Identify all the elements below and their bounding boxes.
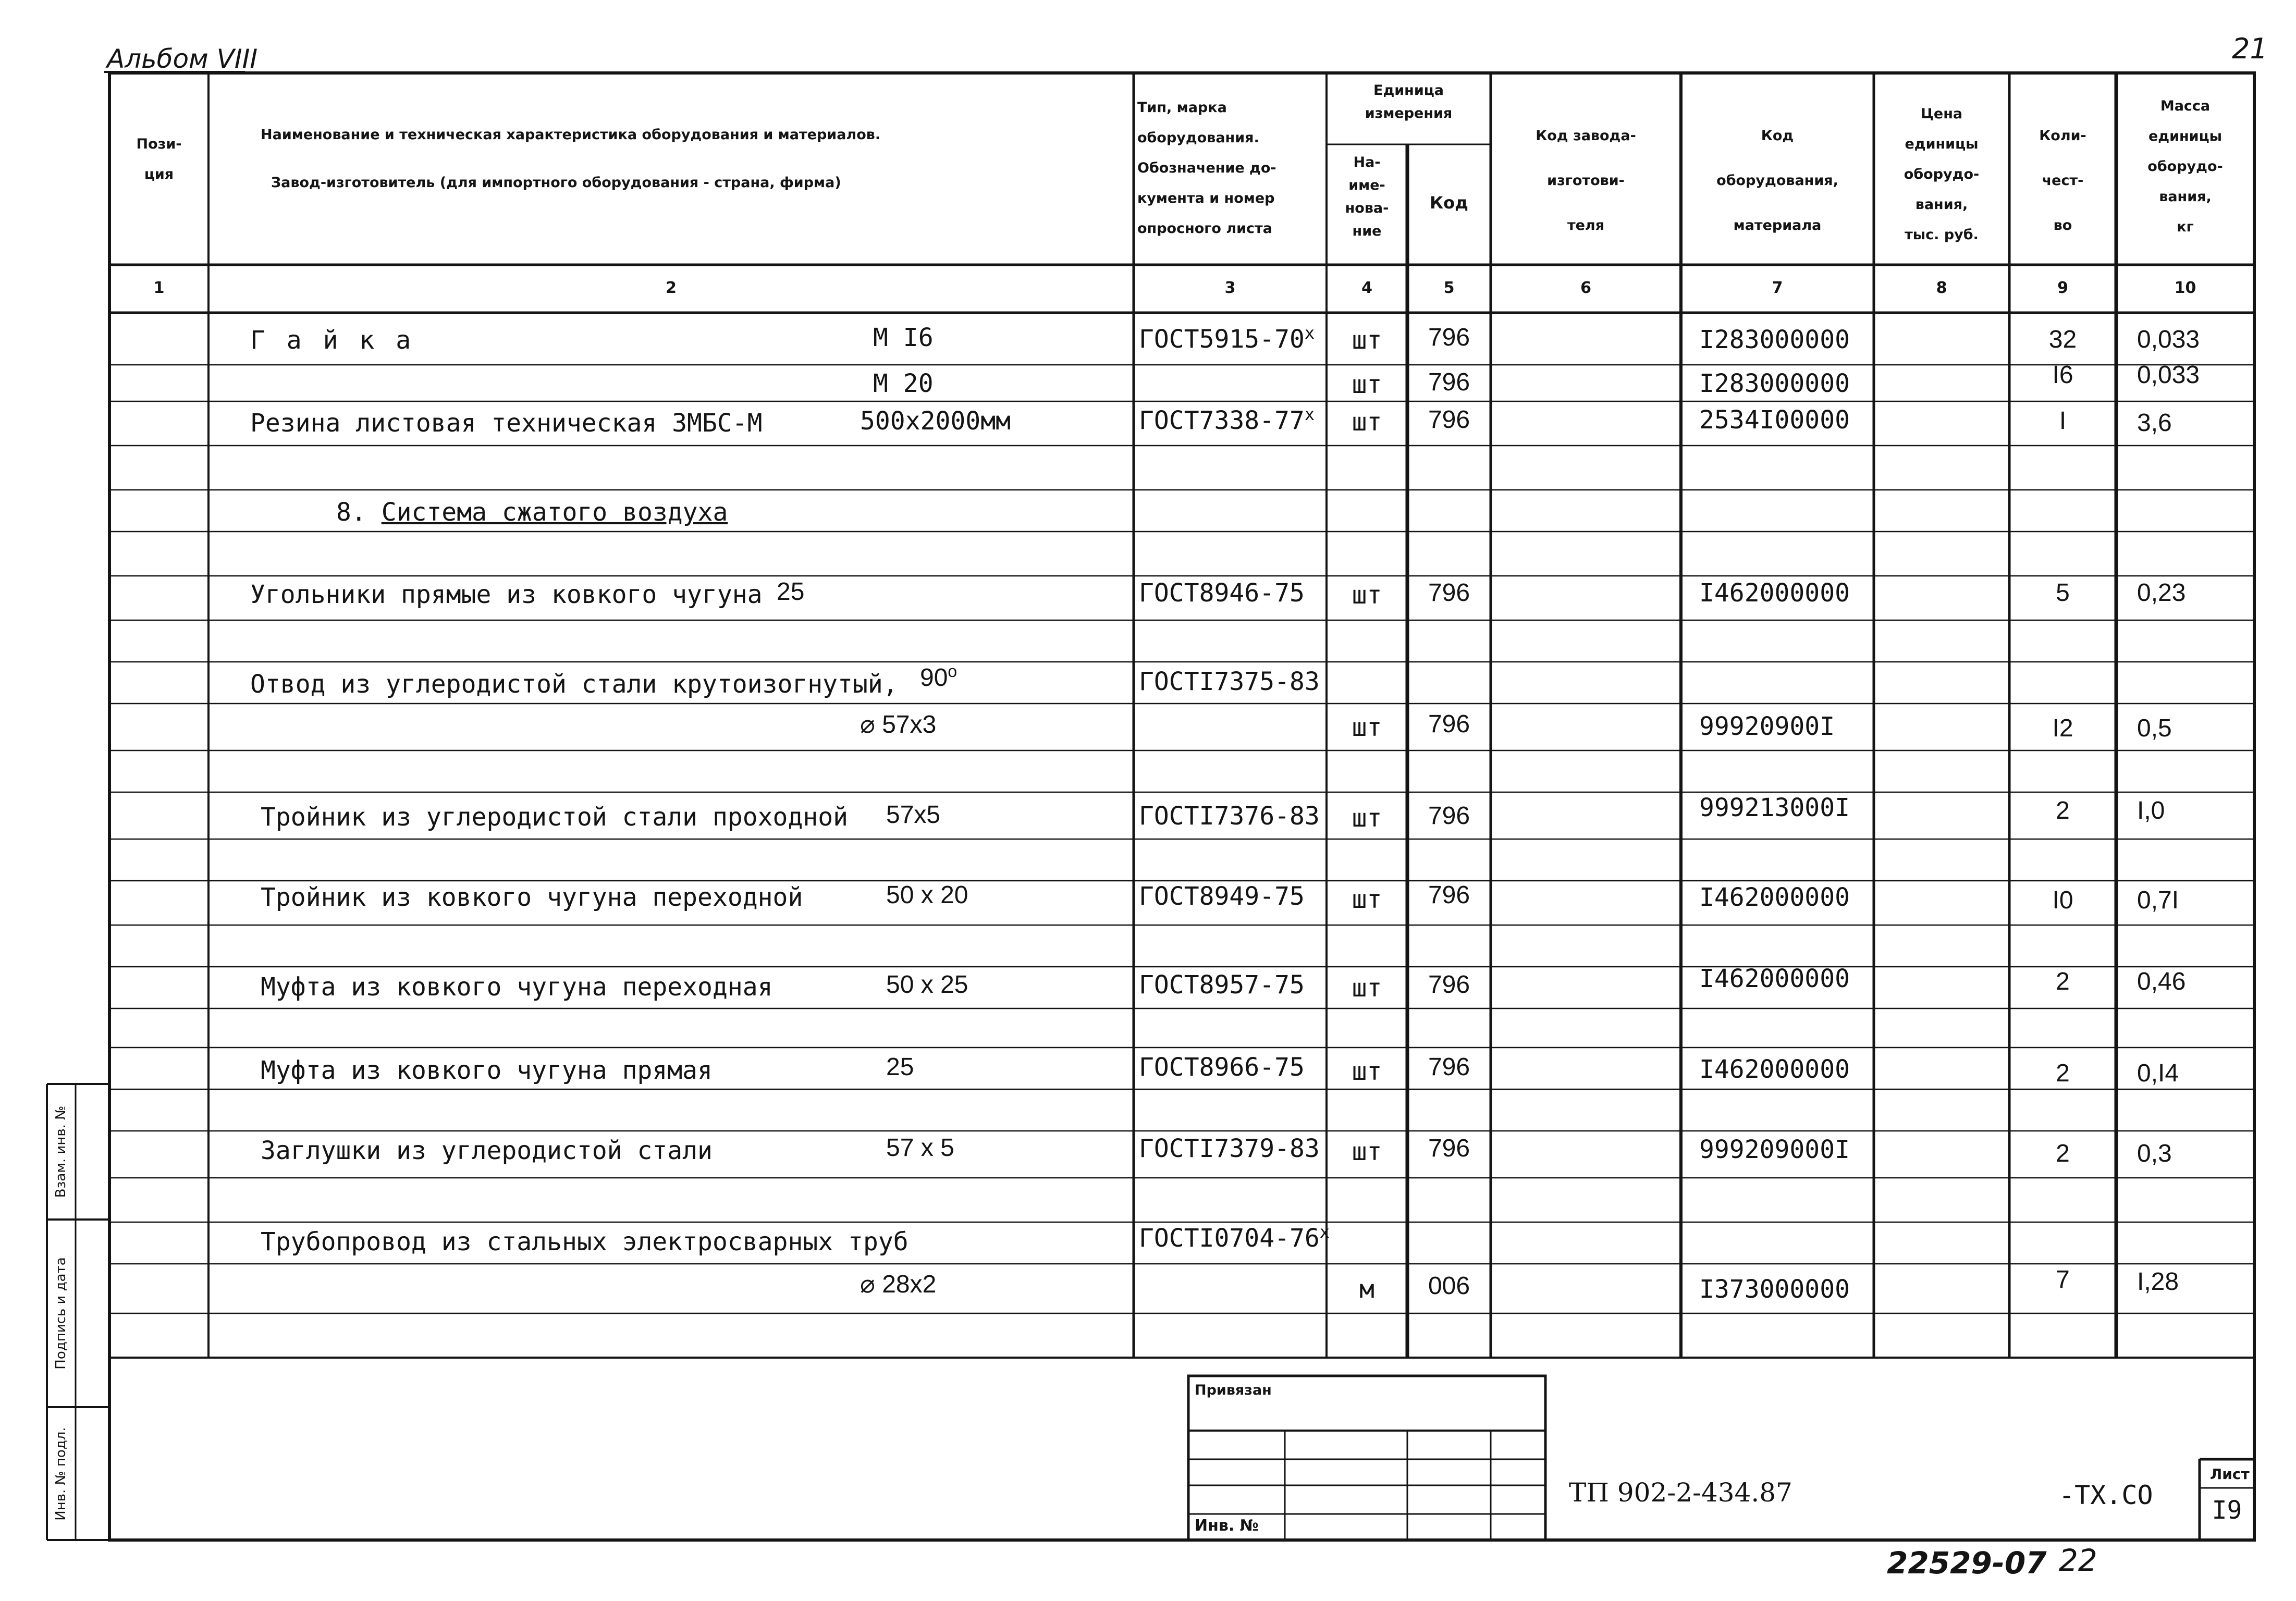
- item-equip-code: 2534I00000: [1699, 405, 1850, 435]
- item-equip-code: I462000000: [1699, 578, 1850, 608]
- item-qty: 32: [2048, 326, 2077, 353]
- item-mass: 0,23: [2137, 579, 2186, 607]
- header-name-line1: Наименование и техническая характеристика оборудования и материалов.: [261, 127, 881, 143]
- section-title: Система сжатого воздуха: [381, 498, 728, 527]
- item-doc: ГОСТ8966-75: [1139, 1053, 1305, 1082]
- header-unit-name: На- име- нова- ние: [1345, 154, 1389, 239]
- item-unit: м: [1359, 1275, 1374, 1304]
- col-number: 7: [1772, 279, 1783, 297]
- item-unit: шт: [1352, 581, 1382, 610]
- item-equip-code: I283000000: [1699, 325, 1850, 354]
- project-code: ТП 902-2-434.87: [1569, 1477, 1792, 1508]
- side-label-vzam: Взам. инв. №: [53, 1105, 69, 1198]
- item-name: Г а й к а: [250, 326, 414, 355]
- col-number: 5: [1443, 279, 1455, 297]
- col-number: 3: [1224, 279, 1236, 297]
- sheet-corner-number: 21: [2232, 32, 2268, 65]
- item-doc: ГОСТI7375-83: [1139, 667, 1320, 696]
- item-spec: 57 х 5: [886, 1134, 954, 1162]
- document-suffix: -ТХ.СО: [2059, 1480, 2153, 1510]
- item-doc: $ГОСТI0704-76^х$: [1139, 1222, 1330, 1253]
- item-mass: I,28: [2137, 1268, 2179, 1296]
- header-equipment-code: Код оборудования, материала: [1716, 128, 1838, 233]
- item-name: Заглушки из углеродистой стали: [261, 1136, 713, 1165]
- item-equip-code: 99921З000I: [1699, 793, 1850, 822]
- item-doc: ГОСТI7376-83: [1139, 802, 1320, 831]
- item-unit-code: 796: [1428, 710, 1470, 738]
- item-unit: шт: [1352, 974, 1382, 1003]
- stamp-privyazan: Привязан: [1195, 1382, 1272, 1398]
- item-doc: ГОСТ8946-75: [1139, 578, 1305, 608]
- item-name: Муфта из ковкого чугуна прямая: [261, 1056, 713, 1085]
- header-price: Цена единицы оборудо- вания, тыс. руб.: [1904, 106, 1980, 243]
- item-spec: 25: [886, 1053, 914, 1081]
- item-unit-code: 796: [1428, 579, 1470, 607]
- item-spec: М 20: [873, 369, 934, 398]
- col-number: 2: [666, 279, 677, 297]
- item-name: Тройник из ковкого чугуна переходной: [261, 883, 803, 912]
- section-number: 8.: [336, 498, 366, 527]
- item-qty: I2: [2052, 715, 2073, 742]
- item-qty: 2: [2056, 1140, 2070, 1167]
- item-doc: ГОСТI7379-83: [1139, 1134, 1320, 1163]
- item-mass: 0,033: [2137, 326, 2200, 353]
- item-name: Муфта из ковкого чугуна переходная: [261, 972, 773, 1002]
- item-qty: 2: [2056, 968, 2070, 995]
- item-mass: I,0: [2137, 797, 2165, 824]
- item-unit: шт: [1352, 804, 1382, 833]
- col-number: 4: [1361, 279, 1372, 297]
- section-heading: [336, 498, 728, 527]
- item-spec: 25: [777, 578, 805, 606]
- item-equip-code: I462000000: [1699, 964, 1850, 993]
- col-number: 10: [2174, 279, 2196, 297]
- item-equip-code: I462000000: [1699, 883, 1850, 912]
- item-qty: I6: [2052, 361, 2073, 389]
- item-angle: $90^о$: [920, 662, 957, 692]
- item-name: Отвод из углеродистой стали крутоизогнутый,: [250, 670, 898, 699]
- item-doc: $ГОСТ7338-77^х$: [1139, 404, 1315, 435]
- item-spec: ⌀ 57х3: [860, 711, 937, 738]
- item-spec: 57х5: [886, 801, 941, 829]
- item-name: Трубопровод из стальных электросварных труб: [261, 1227, 908, 1257]
- item-unit-code: 796: [1428, 971, 1470, 999]
- item-qty: 5: [2056, 579, 2070, 607]
- item-qty: I: [2059, 407, 2067, 435]
- col-number: 6: [1580, 279, 1591, 297]
- header-maker-code: Код завода- изготови- теля: [1536, 128, 1636, 233]
- item-mass: 0,7I: [2137, 886, 2179, 914]
- item-unit-code: 796: [1428, 368, 1470, 396]
- col-number: 8: [1936, 279, 1947, 297]
- item-equip-code: 999209000I: [1699, 1135, 1850, 1164]
- side-label-podpis: Подпись и дата: [53, 1257, 69, 1370]
- item-unit-code: 796: [1428, 406, 1470, 434]
- header-unit-code: Код: [1430, 193, 1468, 213]
- item-spec: ⌀ 28х2: [860, 1271, 937, 1298]
- col-number: 1: [153, 279, 165, 297]
- header-type: Тип, марка оборудования. Обозначение до- кумента и номер опросного листа: [1137, 100, 1276, 237]
- item-unit-code: 796: [1428, 1053, 1470, 1081]
- header-quantity: Коли- чест- во: [2039, 128, 2086, 233]
- item-equip-code: I462000000: [1699, 1055, 1850, 1084]
- item-unit-code: 796: [1428, 881, 1470, 909]
- item-equip-code: I373000000: [1699, 1275, 1850, 1304]
- item-spec: 500х2000мм: [860, 407, 1011, 436]
- item-unit: шт: [1352, 885, 1382, 914]
- sheet-number: I9: [2212, 1496, 2242, 1525]
- item-name: Тройник из углеродистой стали проходной: [261, 803, 849, 832]
- item-spec: 50 х 20: [886, 881, 968, 909]
- item-spec: М I6: [873, 323, 934, 352]
- item-unit-code: 006: [1428, 1272, 1470, 1300]
- item-doc: $ГОСТ5915-70^х$: [1139, 323, 1315, 354]
- item-unit-code: 796: [1428, 324, 1470, 351]
- side-label-inv-podl: Инв. № подл.: [53, 1427, 69, 1521]
- item-mass: 0,5: [2137, 715, 2172, 742]
- item-mass: 0,033: [2137, 361, 2200, 389]
- item-equip-code: 99920900I: [1699, 712, 1835, 741]
- item-unit: шт: [1352, 1137, 1382, 1166]
- item-doc: ГОСТ8957-75: [1139, 970, 1305, 1000]
- item-mass: 3,6: [2137, 409, 2172, 437]
- item-mass: 0,46: [2137, 968, 2186, 995]
- header-position: Пози- ция: [136, 136, 182, 182]
- album-label: Альбом VIII: [107, 44, 258, 74]
- item-qty: 2: [2056, 797, 2070, 824]
- stamp-inv-no: Инв. №: [1195, 1517, 1259, 1535]
- archive-page: 22: [2059, 1543, 2097, 1578]
- item-unit: шт: [1352, 326, 1382, 355]
- header-unit-group: Единица измерения: [1365, 82, 1453, 121]
- item-unit: шт: [1352, 1057, 1382, 1086]
- header-name-line2: Завод-изготовитель (для импортного оборудования - страна, фирма): [271, 175, 841, 191]
- item-mass: 0,I4: [2137, 1060, 2179, 1087]
- item-unit-code: 796: [1428, 1135, 1470, 1162]
- sheet-label: Лист: [2210, 1465, 2250, 1483]
- item-unit-code: 796: [1428, 802, 1470, 830]
- archive-number: 22529-07: [1887, 1545, 2047, 1581]
- item-doc: ГОСТ8949-75: [1139, 882, 1305, 911]
- header-mass: Масса единицы оборудо- вания, кг: [2147, 98, 2223, 235]
- item-unit: шт: [1352, 370, 1382, 399]
- item-unit: шт: [1352, 408, 1382, 437]
- col-number: 9: [2057, 279, 2068, 297]
- item-unit: шт: [1352, 713, 1382, 742]
- item-name: Угольники прямые из ковкого чугуна: [250, 580, 763, 609]
- item-name: Резина листовая техническая ЗМБС-М: [250, 409, 763, 438]
- item-spec: 50 х 25: [886, 971, 968, 999]
- item-qty: 7: [2056, 1266, 2070, 1294]
- item-qty: I0: [2052, 886, 2073, 914]
- item-equip-code: I283000000: [1699, 369, 1850, 398]
- item-qty: 2: [2056, 1060, 2070, 1087]
- item-mass: 0,3: [2137, 1140, 2172, 1167]
